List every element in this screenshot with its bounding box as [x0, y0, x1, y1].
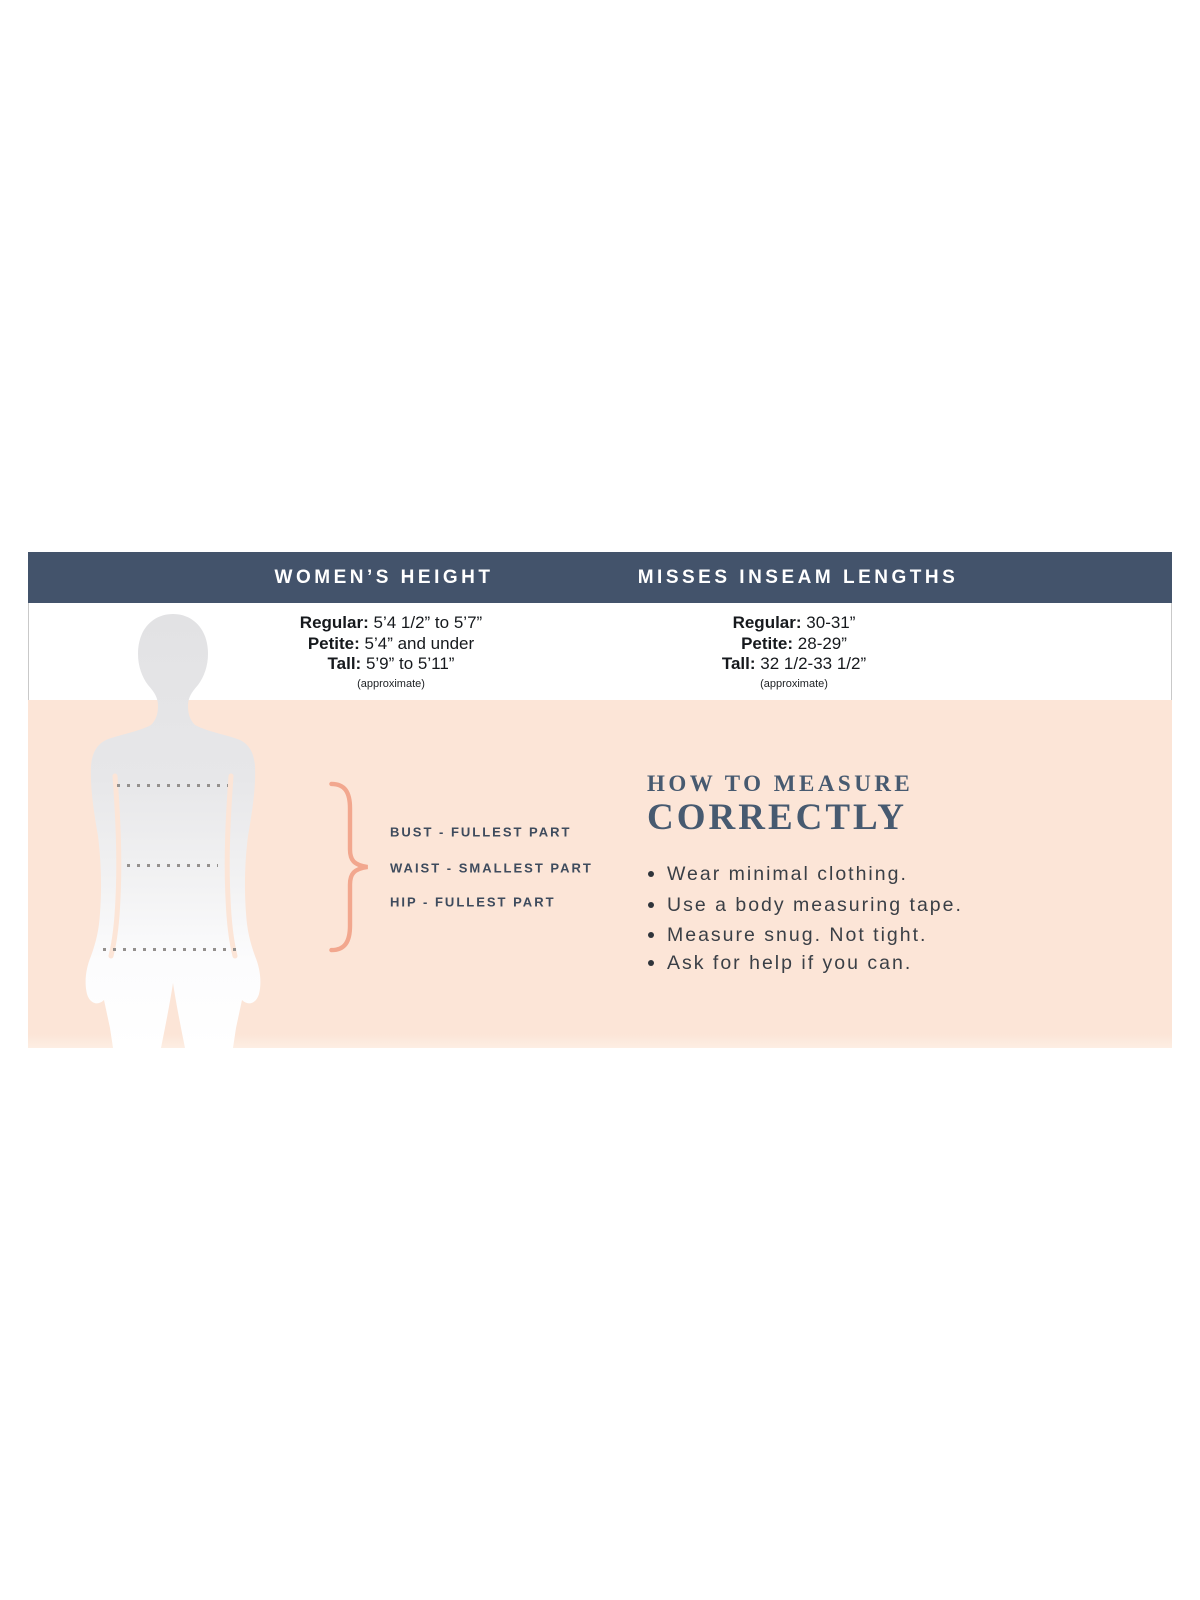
approximate-note: (approximate)	[357, 677, 425, 690]
spec-label: Regular:	[732, 613, 802, 632]
spec-label: Petite:	[741, 633, 794, 653]
womens-height-specs	[300, 613, 482, 692]
tip-item	[648, 890, 963, 920]
tip-text: Use a body measuring tape.	[667, 893, 963, 916]
inseam-petite-line	[722, 634, 866, 655]
bust-dotted-line	[117, 784, 228, 787]
spec-label: Regular:	[299, 613, 369, 632]
tip-item	[648, 920, 927, 950]
misses-inseam-specs	[722, 613, 866, 692]
how-to-measure-heading	[647, 770, 913, 837]
tip-text: Ask for help if you can.	[667, 951, 913, 974]
womens-height-title: WOMEN’S HEIGHT	[274, 566, 494, 588]
spec-value: 5’4 1/2” to 5’7”	[373, 613, 483, 632]
spec-value: 5’9” to 5’11”	[365, 654, 455, 673]
measure-label-hip: HIP - FULLEST PART	[390, 894, 556, 910]
waist-dotted-line	[127, 864, 218, 867]
bullet-dot-icon	[648, 902, 654, 908]
size-guide-infographic	[28, 552, 1172, 1048]
misses-inseam-title: MISSES INSEAM LENGTHS	[637, 566, 959, 588]
height-tall-line	[300, 654, 482, 675]
approximate-note: (approximate)	[760, 677, 828, 690]
measure-label-bust: BUST - FULLEST PART	[390, 824, 572, 840]
height-petite-line	[300, 634, 482, 655]
spec-label: Tall:	[721, 654, 756, 673]
female-body-silhouette-image	[58, 608, 288, 1048]
heading-line-1: HOW TO MEASURE	[647, 771, 914, 796]
heading-line-2: CORRECTLY	[647, 797, 908, 838]
bullet-dot-icon	[648, 960, 654, 966]
hip-dotted-line	[103, 948, 242, 951]
measure-label-waist: WAIST - SMALLEST PART	[390, 860, 593, 876]
spec-value: 30-31”	[806, 613, 856, 632]
curly-brace-icon	[325, 781, 375, 953]
spec-value: 5’4” and under	[364, 633, 475, 653]
tip-item	[648, 948, 912, 978]
bullet-dot-icon	[648, 932, 654, 938]
tip-text: Measure snug. Not tight.	[667, 923, 928, 946]
header-bar	[28, 552, 1172, 603]
inseam-regular-line	[722, 613, 866, 634]
tip-text: Wear minimal clothing.	[667, 862, 908, 885]
spec-value: 28-29”	[797, 633, 847, 653]
spec-label: Tall:	[327, 654, 362, 673]
bullet-dot-icon	[648, 871, 654, 877]
spec-label: Petite:	[307, 633, 360, 653]
inseam-tall-line	[722, 654, 866, 675]
height-regular-line	[300, 613, 482, 634]
spec-value: 32 1/2-33 1/2”	[760, 654, 867, 673]
tip-item	[648, 859, 908, 889]
